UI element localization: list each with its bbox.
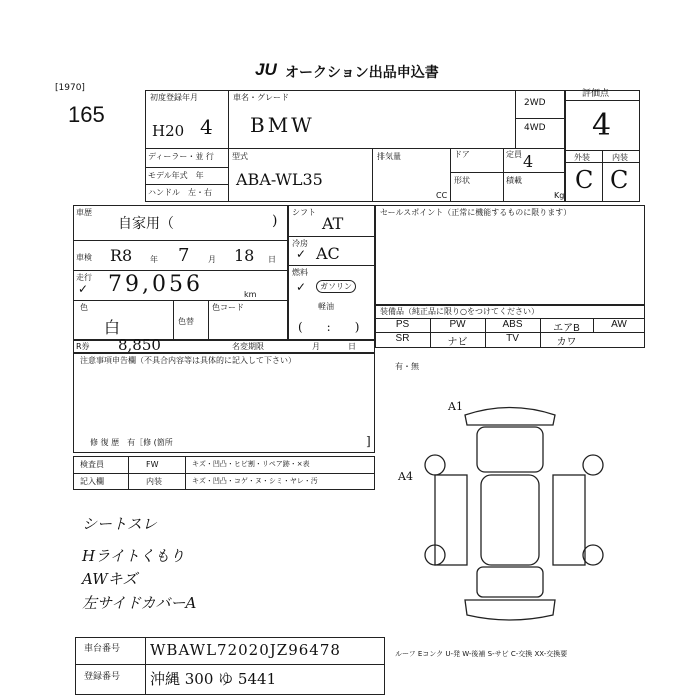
displacement-label: 排気量 <box>377 152 401 161</box>
exterior-value: C <box>575 166 594 194</box>
car-name-label: 車名・グレード <box>233 93 289 102</box>
score-label: 評価点 <box>582 89 610 99</box>
fuel-label: 燃料 <box>292 268 308 277</box>
inspection-year-unit: 年 <box>150 255 158 264</box>
car-trunk <box>477 567 543 597</box>
wheel-rear-right <box>583 545 603 565</box>
tax-label: 名変期限 <box>232 342 264 351</box>
chassis-value: WBAWL72020JZ96478 <box>150 641 341 659</box>
aircon-check: ✓ <box>296 247 307 261</box>
mileage-check: ✓ <box>78 282 89 296</box>
first-reg-era: H20 <box>152 122 185 140</box>
diagram-mark-a1: A1 <box>448 400 463 413</box>
light-oil-label: 軽油 <box>318 302 334 311</box>
color-code-label: 色コード <box>212 303 244 312</box>
interior-label: 内装 <box>612 153 628 162</box>
shift-value: AT <box>322 214 344 233</box>
mileage-label: 走行 <box>76 273 92 282</box>
km-label: km <box>244 290 257 299</box>
recycle-label: R券 <box>76 342 90 351</box>
color-label: 色 <box>80 303 88 312</box>
seats-value: 4 <box>523 152 534 171</box>
car-rear-bumper <box>465 600 555 620</box>
car-roof <box>481 475 539 565</box>
form-code: [1970] <box>55 83 85 93</box>
tax-month: 月 <box>312 342 320 351</box>
score-value: 4 <box>592 108 612 143</box>
first-reg-label: 初度登録年月 <box>150 93 198 102</box>
kg-label: Kg <box>554 191 565 200</box>
equip-leather: カワ <box>556 337 577 348</box>
car-right-doors <box>553 475 585 565</box>
fw-label: FW <box>146 460 159 469</box>
interior-value: C <box>610 166 629 194</box>
inspection-month-unit: 月 <box>208 255 216 264</box>
repair-label: 修 復 歴 有［修 (箇所 <box>90 438 173 447</box>
equip-navi: ナビ <box>447 337 468 348</box>
car-hood <box>477 427 543 472</box>
drive-4wd: 4WD <box>524 123 546 133</box>
aircon-label: 冷房 <box>292 239 308 248</box>
car-left-doors <box>435 475 467 565</box>
model-year-label: モデル年式 年 <box>148 171 204 180</box>
repair-presence: 有・無 <box>395 362 419 371</box>
top-block <box>145 90 565 202</box>
diagram-mark-a4: A4 <box>398 470 413 483</box>
lot-number: 165 <box>68 102 105 127</box>
doors-label: ドア <box>454 150 470 159</box>
equip-pw: PW <box>449 319 466 330</box>
fuel-other-paren: ( : ) <box>298 320 360 334</box>
damage-legend: ルーフ Eコンク U-発 W-後補 S-サビ C-交換 XX-交換要 <box>395 650 568 658</box>
interior-entry-label: 内装 <box>146 477 162 486</box>
inspection-day-unit: 日 <box>268 255 276 264</box>
scratch-row2: キズ・凹凸・コゲ・ヌ・シミ・ヤレ・汚 <box>192 477 318 485</box>
inspector-label: 検査員 <box>80 460 104 469</box>
inspection-month: 7 <box>178 245 190 266</box>
entry-label: 記入欄 <box>80 477 104 486</box>
plate-label: 登録番号 <box>84 672 121 682</box>
inspection-era: R8 <box>110 246 133 265</box>
page-title: オークション出品申込書 <box>285 64 439 80</box>
drive-2wd: 2WD <box>524 98 546 108</box>
equipment-label: 装備品（純正品に限り○をつけてください） <box>380 307 539 316</box>
history-label: 車歴 <box>76 208 92 217</box>
note-2: Hライトくもり <box>82 547 185 565</box>
history-paren: ) <box>272 213 278 229</box>
exterior-label: 外装 <box>574 153 590 162</box>
header <box>255 60 505 82</box>
equip-aw: AW <box>611 319 627 330</box>
aircon-value: AC <box>316 244 340 263</box>
history-value: 自家用（ <box>118 216 174 232</box>
cc-label: CC <box>436 191 448 200</box>
fuel-check: ✓ <box>296 280 307 294</box>
color-value: 白 <box>104 318 121 337</box>
color-change-label: 色替 <box>178 317 194 326</box>
note-1: シートスレ <box>82 515 157 533</box>
memo-label: 注意事項申告欄（不具合内容等は具体的に記入して下さい） <box>80 356 296 365</box>
model-type: ABA-WL35 <box>236 170 323 189</box>
plate-value: 沖縄 300 ゆ 5441 <box>150 670 277 688</box>
scratch-row1: キズ・凹凸・ヒビ割・リペア跡・×表 <box>192 460 310 468</box>
handle-label: ハンドル 左・右 <box>148 188 212 197</box>
equip-airbag: エアB <box>553 323 580 334</box>
car-name: BMW <box>250 113 315 137</box>
weight-label: 形状 <box>454 176 470 185</box>
note-3: AWキズ <box>82 570 138 588</box>
inspection-label: 車検 <box>76 253 92 262</box>
note-4: 左サイドカバーA <box>82 594 197 612</box>
equip-sr: SR <box>395 333 410 344</box>
car-diagram <box>385 395 635 645</box>
logo: JU <box>255 60 277 79</box>
wheel-front-left <box>425 455 445 475</box>
equip-tv: TV <box>506 333 519 344</box>
recycle-value: 8,850 <box>118 336 161 354</box>
dealer-label: ディーラー・並 行 <box>148 152 214 161</box>
repair-bracket: ] <box>366 434 371 448</box>
sales-point-label: セールスポイント（正常に機能するものに限ります） <box>380 208 572 217</box>
car-front-bumper <box>465 408 555 426</box>
fuel-value: ガソリン <box>316 280 356 293</box>
first-reg-year: 4 <box>200 115 213 139</box>
load-label: 積載 <box>506 176 522 185</box>
sales-point-block <box>375 205 645 305</box>
shift-label: シフト <box>292 208 316 217</box>
tax-day: 日 <box>348 342 356 351</box>
inspection-day: 18 <box>234 246 255 265</box>
wheel-front-right <box>583 455 603 475</box>
chassis-label: 車台番号 <box>84 644 121 654</box>
seats-label: 定員 <box>506 150 522 159</box>
equip-ps: PS <box>395 319 410 330</box>
equip-abs: ABS <box>502 319 523 330</box>
mileage-value: 79,056 <box>108 272 203 297</box>
model-type-label: 型式 <box>232 152 248 161</box>
